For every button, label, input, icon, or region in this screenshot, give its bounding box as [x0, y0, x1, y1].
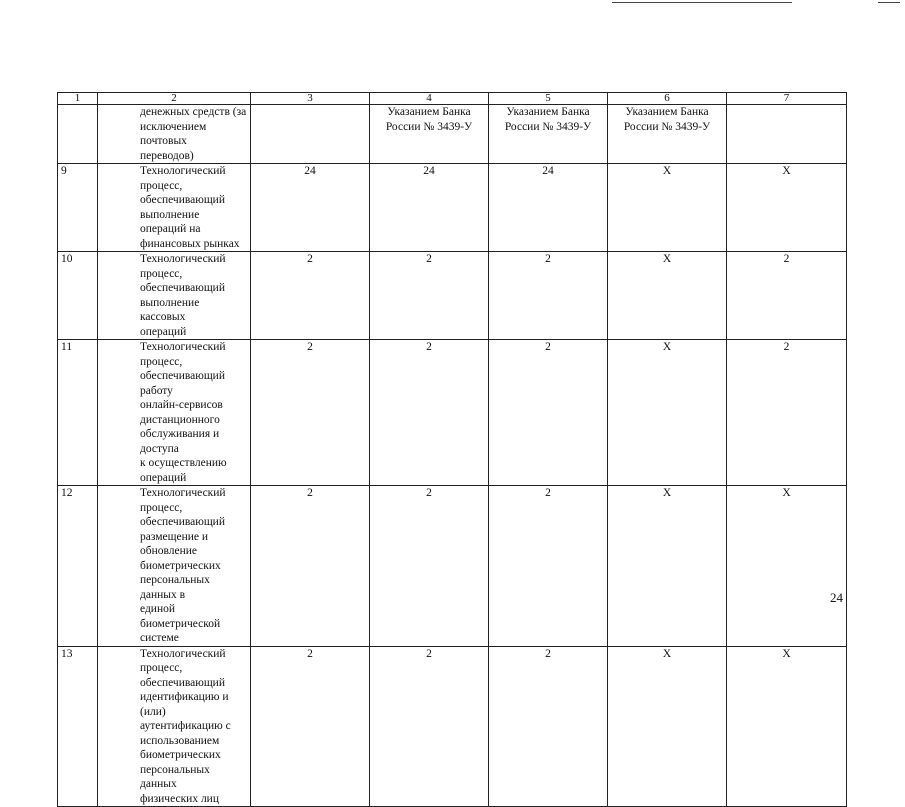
cell-c5: 2	[489, 340, 608, 486]
process-name	[98, 646, 251, 807]
cell-col6	[608, 105, 727, 164]
row-number: 13	[58, 646, 98, 807]
table-row	[58, 486, 847, 647]
table-row	[58, 340, 847, 486]
cell-col3	[251, 105, 370, 164]
row-number: 9	[58, 164, 98, 252]
process-name	[98, 340, 251, 486]
header-cell: 4	[370, 93, 489, 105]
process-name	[98, 486, 251, 647]
cell-c7: X	[727, 164, 847, 252]
cell-c3: 2	[251, 646, 370, 807]
name-line: Технологический процесс,	[140, 647, 226, 674]
name-line: обеспечивающий	[140, 516, 225, 528]
header-cell: 1	[58, 93, 98, 105]
cell-c6: X	[608, 486, 727, 647]
cell-line: Указанием Банка	[387, 106, 471, 118]
name-line: онлайн-сервисов	[140, 399, 223, 411]
header-cell: 5	[489, 93, 608, 105]
name-line: персональных данных в	[140, 574, 210, 601]
continuation-row	[58, 105, 847, 164]
name-line: выполнение кассовых	[140, 296, 200, 323]
row-number: 12	[58, 486, 98, 647]
cell-c7: X	[727, 486, 847, 647]
row-number: 11	[58, 340, 98, 486]
name-line: Технологический процесс,	[140, 165, 226, 192]
cell-line: России № 3439-У	[504, 120, 592, 133]
name-line: Технологический процесс,	[140, 487, 226, 514]
cell-c3: 2	[251, 486, 370, 647]
row-number: 10	[58, 252, 98, 340]
name-line: аутентификацию с	[140, 720, 231, 732]
cell-c7: 2	[727, 252, 847, 340]
row-number	[58, 105, 98, 164]
name-line: денежных средств (за	[140, 106, 247, 118]
table-row	[58, 646, 847, 807]
data-table	[57, 92, 847, 807]
name-line: выполнение операций на	[140, 208, 201, 235]
cell-line: Указанием Банка	[625, 106, 709, 118]
top-rule-left	[612, 2, 792, 3]
top-rule-right	[878, 2, 900, 3]
name-line: размещение и обновление	[140, 530, 209, 557]
name-line: финансовых рынках	[140, 237, 240, 250]
cell-c6: X	[608, 252, 727, 340]
process-name	[98, 252, 251, 340]
cell-c5: 24	[489, 164, 608, 252]
cell-col4	[370, 105, 489, 164]
cell-c5: 2	[489, 646, 608, 807]
cell-c4: 2	[370, 340, 489, 486]
name-line: идентификацию и (или)	[140, 691, 229, 718]
cell-c3: 2	[251, 252, 370, 340]
header-cell: 3	[251, 93, 370, 105]
process-name	[98, 164, 251, 252]
process-name	[98, 105, 251, 164]
table-row	[58, 164, 847, 252]
cell-c6: X	[608, 164, 727, 252]
cell-col7	[727, 105, 847, 164]
cell-c4: 2	[370, 486, 489, 647]
cell-line: России № 3439-У	[385, 120, 473, 133]
name-line: обеспечивающий	[140, 194, 225, 206]
name-line: единой биометрической	[140, 603, 221, 630]
cell-c4: 2	[370, 252, 489, 340]
name-line: дистанционного	[140, 413, 220, 426]
name-line: использованием	[140, 734, 220, 747]
header-cell: 6	[608, 93, 727, 105]
cell-c3: 2	[251, 340, 370, 486]
name-line: биометрических	[140, 749, 221, 761]
name-line: Технологический процесс,	[140, 341, 226, 368]
name-line: персональных данных	[140, 763, 210, 790]
cell-c3: 24	[251, 164, 370, 252]
name-line: Технологический процесс,	[140, 253, 226, 280]
cell-c7: 2	[727, 340, 847, 486]
header-cell: 7	[727, 93, 847, 105]
header-row	[58, 93, 847, 105]
name-line: обслуживания и доступа	[140, 428, 220, 455]
cell-c5: 2	[489, 486, 608, 647]
name-line: исключением почтовых	[140, 120, 207, 147]
cell-c5: 2	[489, 252, 608, 340]
name-line: к осуществлению операций	[140, 457, 227, 484]
cell-c6: X	[608, 340, 727, 486]
name-line: системе	[140, 632, 179, 644]
cell-col5	[489, 105, 608, 164]
cell-line: России № 3439-У	[623, 120, 711, 133]
name-line: переводов)	[140, 149, 194, 162]
rows-body	[58, 164, 847, 807]
table-row	[58, 252, 847, 340]
name-line: физических лиц	[140, 792, 219, 805]
cell-line: Указанием Банка	[506, 106, 590, 118]
cell-c7: X	[727, 646, 847, 807]
name-line: обеспечивающий	[140, 282, 225, 294]
name-line: операций	[140, 325, 187, 338]
name-line: биометрических	[140, 559, 221, 572]
name-line: обеспечивающий работу	[140, 370, 225, 397]
name-line: обеспечивающий	[140, 676, 225, 689]
header-cell: 2	[98, 93, 251, 105]
cell-c6: X	[608, 646, 727, 807]
cell-c4: 2	[370, 646, 489, 807]
cell-c4: 24	[370, 164, 489, 252]
page-number: 24	[830, 590, 843, 605]
